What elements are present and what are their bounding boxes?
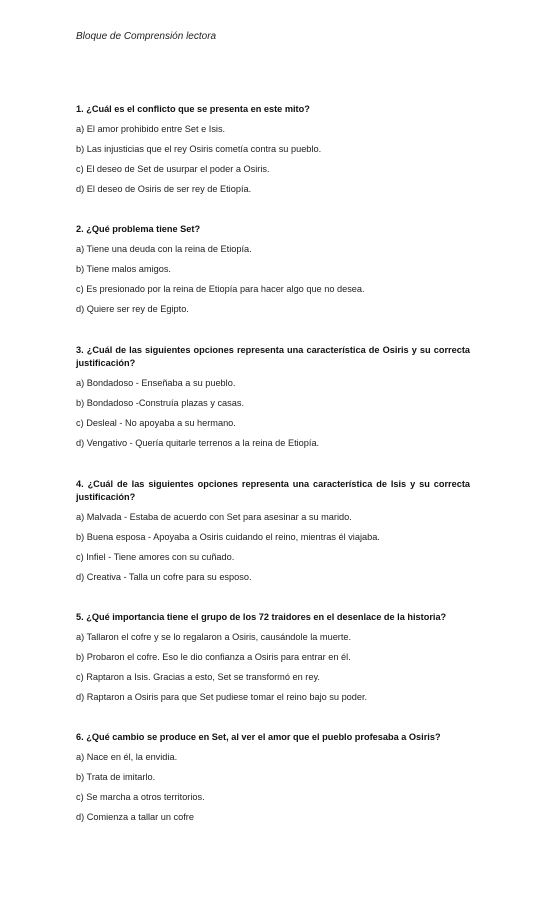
option-d: d) Quiere ser rey de Egipto. (76, 304, 189, 314)
question-2 (76, 223, 470, 316)
option-c: c) Desleal - No apoyaba a su hermano. (76, 418, 236, 428)
option-a: a) Tallaron el cofre y se lo regalaron a Osiris, causándole la muerte. (76, 632, 352, 642)
question-3 (76, 344, 470, 450)
option-d: d) El deseo de Osiris de ser rey de Etiopía. (76, 184, 252, 194)
option-c: c) El deseo de Set de usurpar el poder a Osiris. (76, 164, 270, 174)
option-b: b) Buena esposa - Apoyaba a Osiris cuidando el reino, mientras él viajaba. (76, 532, 380, 542)
question-4 (76, 478, 470, 584)
option-d: d) Comienza a tallar un cofre (76, 812, 194, 822)
option-d: d) Creativa - Talla un cofre para su esposo. (76, 572, 252, 582)
option-c: c) Se marcha a otros territorios. (76, 792, 205, 802)
document-header: Bloque de Comprensión lectora (76, 31, 217, 42)
question-title: 5. ¿Qué importancia tiene el grupo de los 72 traidores en el desenlace de la historia? (76, 612, 447, 622)
question-title: 2. ¿Qué problema tiene Set? (76, 224, 201, 234)
option-b: b) Probaron el cofre. Eso le dio confianza a Osiris para entrar en él. (76, 652, 351, 662)
option-a: a) Malvada - Estaba de acuerdo con Set para asesinar a su marido. (76, 512, 352, 522)
option-d: d) Raptaron a Osiris para que Set pudiese tomar el reino bajo su poder. (76, 692, 368, 702)
question-1 (76, 103, 470, 196)
question-title: 1. ¿Cuál es el conflicto que se presenta en este mito? (76, 104, 310, 114)
option-b: b) Tiene malos amigos. (76, 264, 171, 274)
option-c: c) Infiel - Tiene amores con su cuñado. (76, 552, 235, 562)
option-c: c) Raptaron a Isis. Gracias a esto, Set se transformó en rey. (76, 672, 320, 682)
question-title: 6. ¿Qué cambio se produce en Set, al ver el amor que el pueblo profesaba a Osiris? (76, 732, 441, 742)
option-a: a) Nace en él, la envidia. (76, 752, 178, 762)
option-a: a) Bondadoso - Enseñaba a su pueblo. (76, 378, 236, 388)
question-title: 3. ¿Cuál de las siguientes opciones representa una característica de Osiris y su correcta justificación? (76, 345, 470, 368)
option-c: c) Es presionado por la reina de Etiopía para hacer algo que no desea. (76, 284, 365, 294)
option-a: a) Tiene una deuda con la reina de Etiopía. (76, 244, 252, 254)
question-6 (76, 731, 470, 824)
option-d: d) Vengativo - Quería quitarle terrenos a la reina de Etiopía. (76, 438, 320, 448)
question-5 (76, 611, 470, 704)
question-title: 4. ¿Cuál de las siguientes opciones representa una característica de Isis y su correcta justificación? (76, 479, 470, 502)
option-b: b) Trata de imitarlo. (76, 772, 156, 782)
option-a: a) El amor prohibido entre Set e Isis. (76, 124, 226, 134)
option-b: b) Las injusticias que el rey Osiris cometía contra su pueblo. (76, 144, 322, 154)
option-b: b) Bondadoso -Construía plazas y casas. (76, 398, 245, 408)
